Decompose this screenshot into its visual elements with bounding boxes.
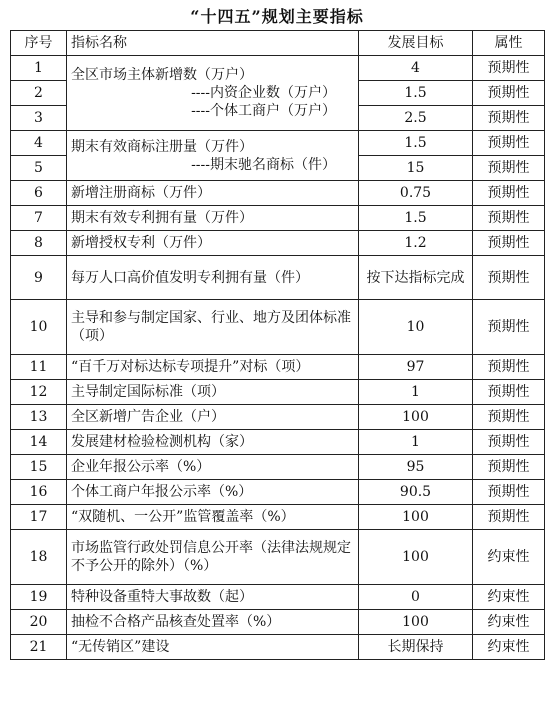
row-goal: 1 xyxy=(359,430,473,455)
table-row xyxy=(11,181,545,206)
table-title: “十四五”规划主要指标 xyxy=(190,7,364,26)
table-row xyxy=(11,585,545,610)
row-goal: 按下达指标完成 xyxy=(359,256,473,300)
indicator-name: 企业年报公示率（%） xyxy=(67,455,359,480)
header-goal: 发展目标 xyxy=(359,31,473,56)
indicator-name: 个体工商户年报公示率（%） xyxy=(67,480,359,505)
header-type: 属性 xyxy=(473,31,545,56)
row-no: 12 xyxy=(11,380,67,405)
row-no: 21 xyxy=(11,635,67,660)
row-goal: 90.5 xyxy=(359,480,473,505)
row-no: 5 xyxy=(11,156,67,181)
indicator-name: “百千万对标达标专项提升”对标（项） xyxy=(67,355,359,380)
row-no: 19 xyxy=(11,585,67,610)
table-row xyxy=(11,300,545,355)
row-type: 预期性 xyxy=(473,181,545,206)
row-no: 14 xyxy=(11,430,67,455)
table-row xyxy=(11,56,545,81)
indicator-name: 期末有效商标注册量（万件） xyxy=(71,138,253,155)
row-goal: 100 xyxy=(359,610,473,635)
table-row xyxy=(11,355,545,380)
indicator-name: 市场监管行政处罚信息公开率（法律法规规定不予公开的除外）（%） xyxy=(67,530,359,585)
indicator-subname: ----个体工商户（万户） xyxy=(191,103,336,119)
indicator-table xyxy=(10,30,545,660)
row-goal: 97 xyxy=(359,355,473,380)
table-row xyxy=(11,455,545,480)
row-goal: 1.5 xyxy=(359,131,473,156)
row-no: 6 xyxy=(11,181,67,206)
indicator-name: 全区新增广告企业（户） xyxy=(67,405,359,430)
row-goal: 1.5 xyxy=(359,206,473,231)
indicator-name: 新增授权专利（万件） xyxy=(67,231,359,256)
table-row xyxy=(11,206,545,231)
row-goal: 100 xyxy=(359,505,473,530)
row-goal: 100 xyxy=(359,530,473,585)
row-no: 9 xyxy=(11,256,67,300)
indicator-subname: ----期末驰名商标（件） xyxy=(191,156,336,173)
indicator-subname: ----内资企业数（万户） xyxy=(191,85,336,101)
row-goal: 1.5 xyxy=(359,81,473,106)
group-name-cell xyxy=(67,131,359,181)
row-no: 4 xyxy=(11,131,67,156)
row-type: 预期性 xyxy=(473,56,545,81)
indicator-name: 抽检不合格产品核查处置率（%） xyxy=(67,610,359,635)
row-type: 约束性 xyxy=(473,610,545,635)
table-row xyxy=(11,405,545,430)
row-type: 预期性 xyxy=(473,505,545,530)
table-row xyxy=(11,231,545,256)
row-goal: 10 xyxy=(359,300,473,355)
row-no: 3 xyxy=(11,106,67,131)
row-no: 13 xyxy=(11,405,67,430)
table-row xyxy=(11,430,545,455)
row-goal: 1.2 xyxy=(359,231,473,256)
row-goal: 0.75 xyxy=(359,181,473,206)
row-type: 预期性 xyxy=(473,480,545,505)
row-no: 15 xyxy=(11,455,67,480)
indicator-name: 发展建材检验检测机构（家） xyxy=(67,430,359,455)
table-row xyxy=(11,380,545,405)
indicator-name: 期末有效专利拥有量（万件） xyxy=(67,206,359,231)
table-row xyxy=(11,635,545,660)
row-goal: 长期保持 xyxy=(359,635,473,660)
row-type: 预期性 xyxy=(473,81,545,106)
row-goal: 4 xyxy=(359,56,473,81)
row-no: 2 xyxy=(11,81,67,106)
table-row xyxy=(11,530,545,585)
indicator-name: “无传销区”建设 xyxy=(67,635,359,660)
row-no: 10 xyxy=(11,300,67,355)
row-no: 7 xyxy=(11,206,67,231)
header-row xyxy=(11,31,545,56)
row-type: 预期性 xyxy=(473,231,545,256)
row-type: 预期性 xyxy=(473,131,545,156)
row-type: 预期性 xyxy=(473,256,545,300)
table-row xyxy=(11,505,545,530)
row-no: 16 xyxy=(11,480,67,505)
indicator-name: “双随机、一公开”监管覆盖率（%） xyxy=(67,505,359,530)
row-type: 约束性 xyxy=(473,635,545,660)
table-row xyxy=(11,610,545,635)
row-goal: 0 xyxy=(359,585,473,610)
header-name: 指标名称 xyxy=(67,31,359,56)
row-goal: 2.5 xyxy=(359,106,473,131)
row-type: 预期性 xyxy=(473,300,545,355)
row-type: 预期性 xyxy=(473,106,545,131)
row-type: 预期性 xyxy=(473,380,545,405)
row-no: 20 xyxy=(11,610,67,635)
group-name-cell xyxy=(67,56,359,131)
row-no: 17 xyxy=(11,505,67,530)
row-no: 18 xyxy=(11,530,67,585)
indicator-name: 新增注册商标（万件） xyxy=(67,181,359,206)
indicator-name: 全区市场主体新增数（万户） xyxy=(71,67,253,83)
row-type: 预期性 xyxy=(473,455,545,480)
row-goal: 15 xyxy=(359,156,473,181)
indicator-name: 主导制定国际标准（项） xyxy=(67,380,359,405)
row-type: 预期性 xyxy=(473,206,545,231)
row-type: 预期性 xyxy=(473,405,545,430)
row-goal: 95 xyxy=(359,455,473,480)
row-no: 11 xyxy=(11,355,67,380)
row-goal: 1 xyxy=(359,380,473,405)
table-row xyxy=(11,480,545,505)
row-type: 预期性 xyxy=(473,156,545,181)
indicator-name: 主导和参与制定国家、行业、地方及团体标准（项） xyxy=(67,300,359,355)
row-type: 约束性 xyxy=(473,530,545,585)
indicator-name: 每万人口高价值发明专利拥有量（件） xyxy=(67,256,359,300)
row-type: 预期性 xyxy=(473,355,545,380)
header-no: 序号 xyxy=(11,31,67,56)
table-row xyxy=(11,131,545,156)
row-no: 1 xyxy=(11,56,67,81)
table-row xyxy=(11,256,545,300)
row-no: 8 xyxy=(11,231,67,256)
row-type: 预期性 xyxy=(473,430,545,455)
indicator-name: 特种设备重特大事故数（起） xyxy=(67,585,359,610)
row-goal: 100 xyxy=(359,405,473,430)
row-type: 约束性 xyxy=(473,585,545,610)
